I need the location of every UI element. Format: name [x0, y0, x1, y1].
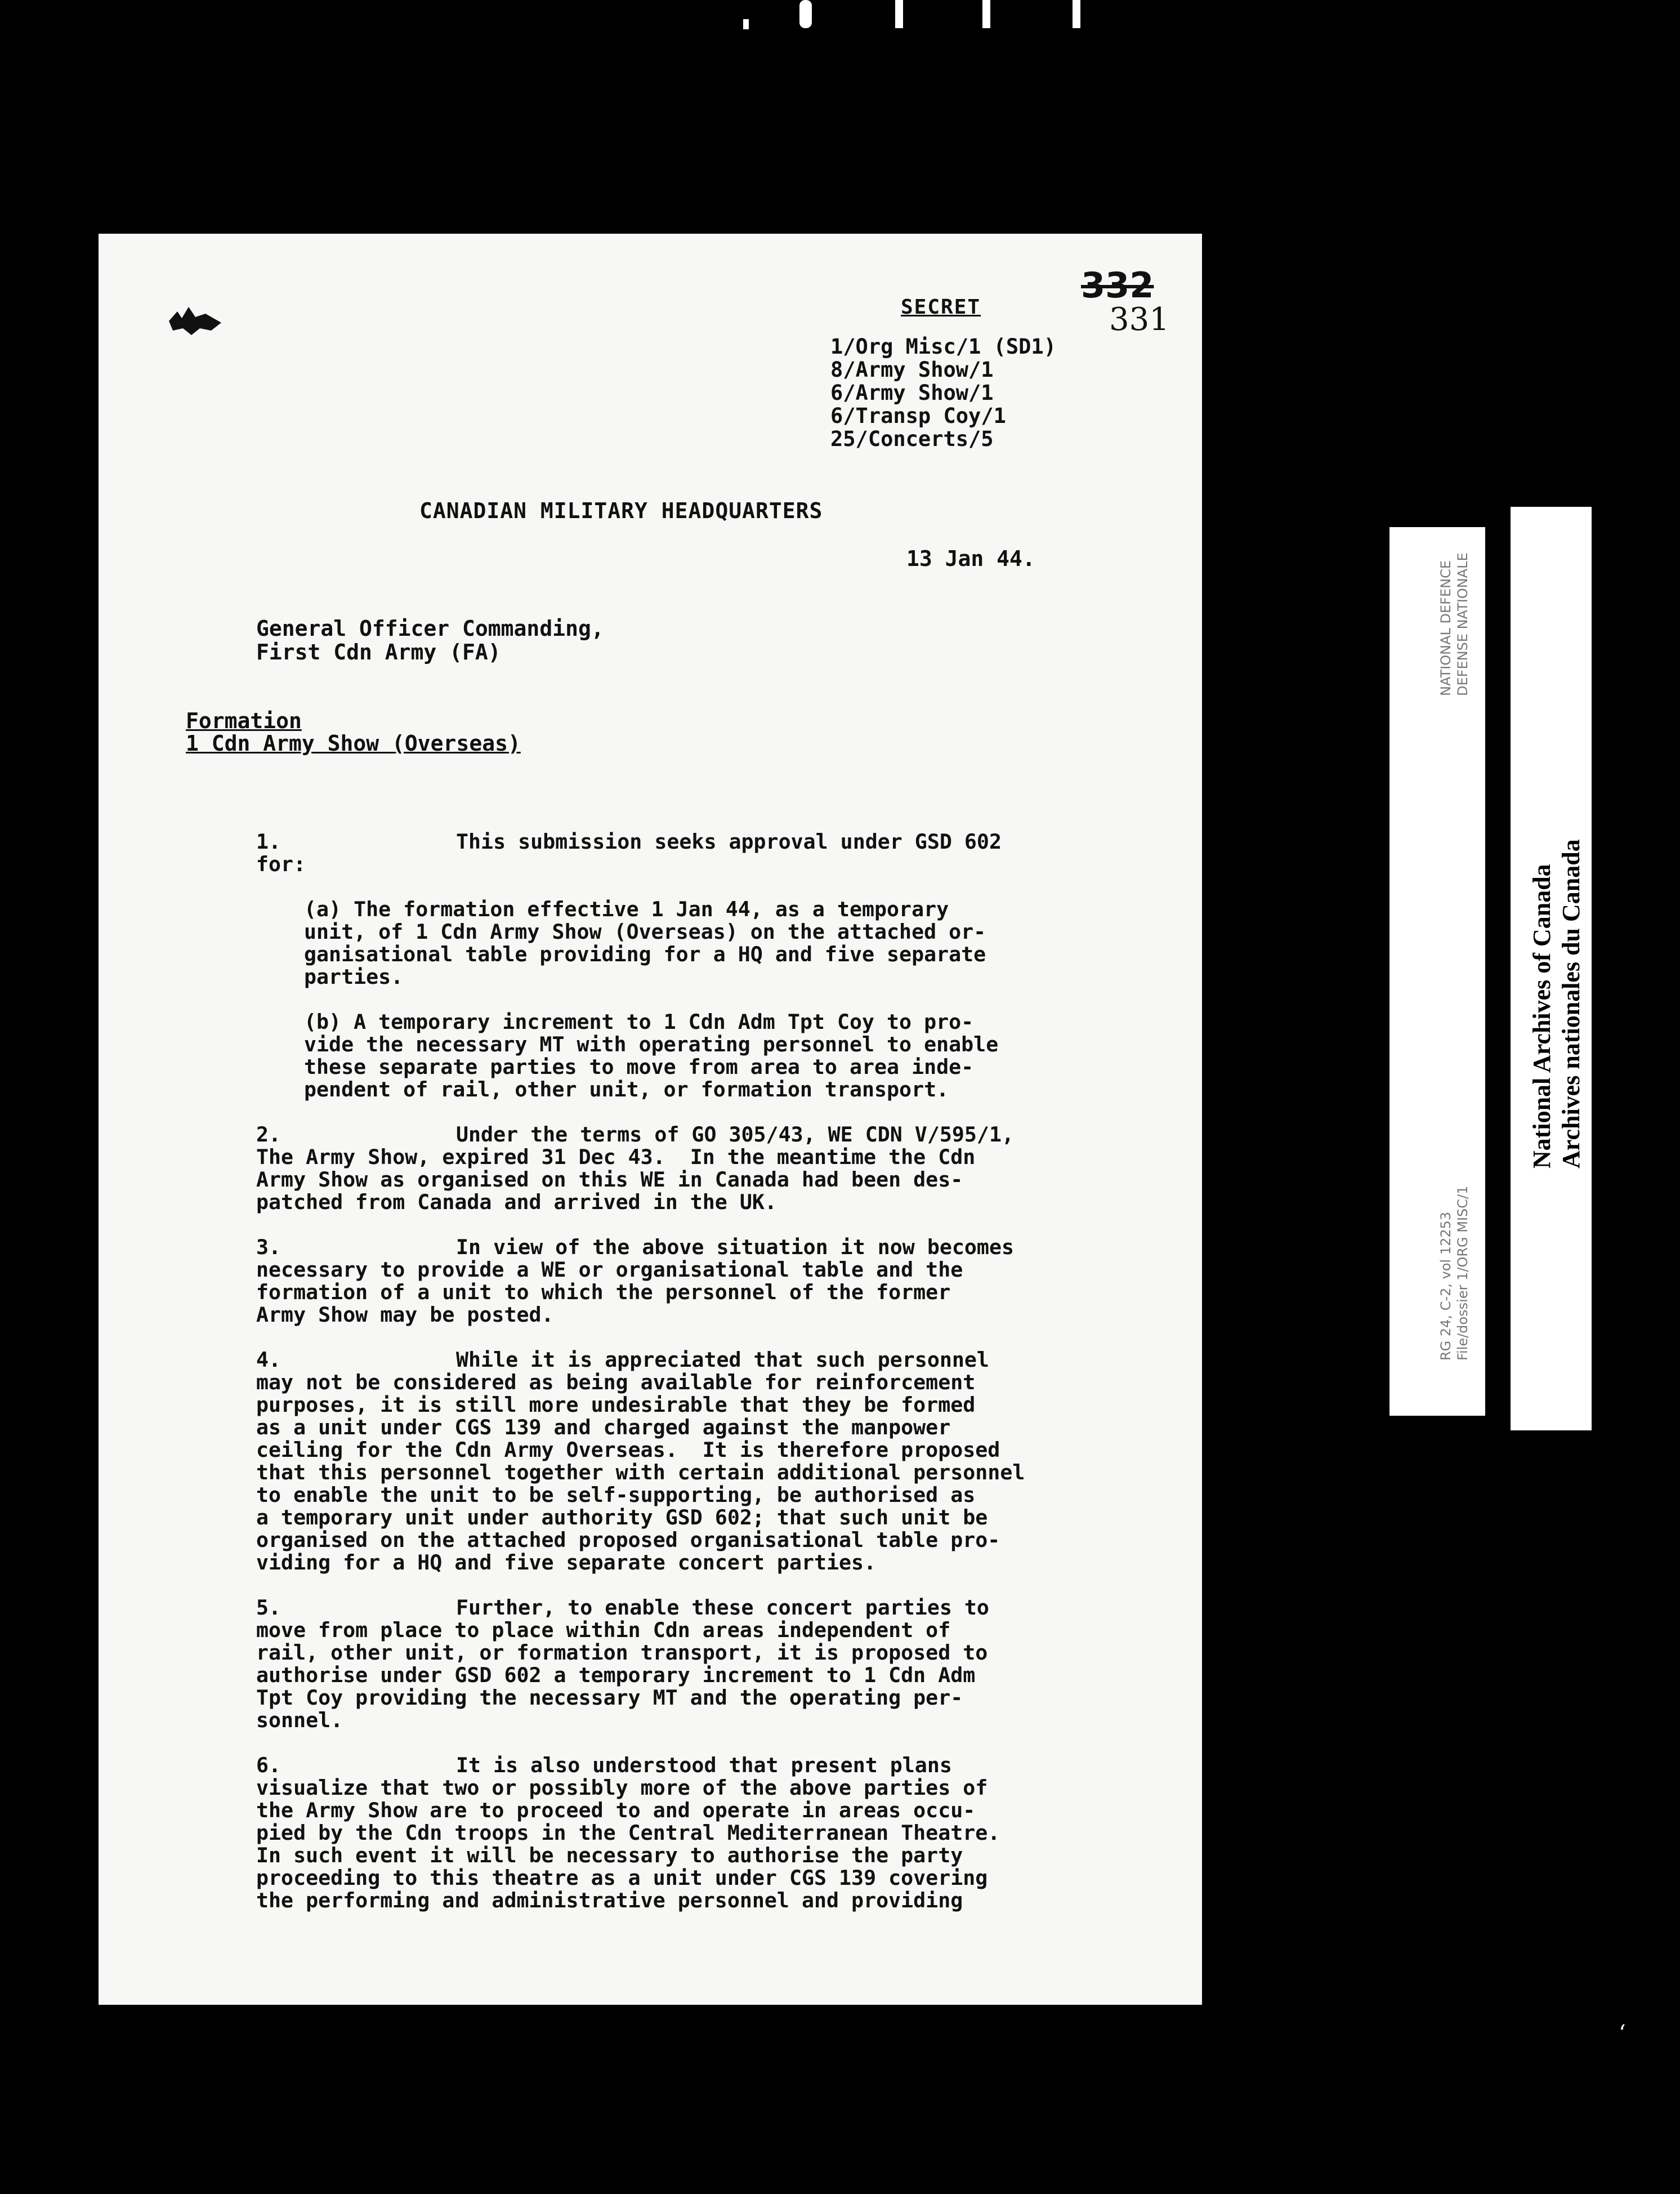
paragraph-number: 5.	[256, 1595, 282, 1620]
paragraph-line: pied by the Cdn troops in the Central Mediterranean Theatre.	[256, 1821, 1000, 1845]
paragraph-line: the Army Show are to proceed to and operate in areas occu-	[256, 1798, 976, 1822]
paragraph-line: (a) The formation effective 1 Jan 44, as a temporary	[304, 897, 949, 921]
archive-reference-line: File/dossier 1/ORG MISC/1	[1455, 1185, 1471, 1361]
paragraph-number: 4.	[256, 1348, 282, 1372]
paragraph-line: Army Show may be posted.	[256, 1303, 554, 1327]
paragraph-number: 1.	[256, 830, 282, 854]
paragraph-text: It is also understood that present plans	[456, 1753, 952, 1777]
paragraph-line: patched from Canada and arrived in the UK.	[256, 1190, 777, 1214]
paragraph-line: organised on the attached proposed organisational table pro-	[256, 1528, 1000, 1552]
file-reference: 1/Org Misc/1 (SD1)	[830, 335, 1056, 359]
folio-number: 331	[1109, 301, 1169, 338]
institution-line: National Archives of Canada	[1528, 864, 1556, 1169]
paragraph-line: to enable the unit to be self-supporting, be authorised as	[256, 1483, 976, 1507]
classification-label: SECRET	[901, 296, 981, 319]
paragraph-line: purposes, it is still more undesirable that they be formed	[256, 1393, 976, 1417]
paragraph-line: may not be considered as being available for reinforcement	[256, 1370, 976, 1394]
paragraph-line: move from place to place within Cdn areas independent of	[256, 1618, 951, 1642]
institution-text	[1527, 839, 1586, 1169]
file-reference: 8/Army Show/1	[830, 358, 994, 382]
department-line: NATIONAL DEFENCE	[1438, 560, 1454, 696]
paragraph-line: In such event it will be necessary to authorise the party	[256, 1843, 963, 1867]
paragraph-line: proceeding to this theatre as a unit under CGS 139 covering	[256, 1866, 988, 1890]
paragraph-line: necessary to provide a WE or organisational table and the	[256, 1257, 963, 1282]
addressee-line: General Officer Commanding,	[256, 616, 604, 641]
film-frame-marks	[743, 0, 1103, 34]
paragraph-line: that this personnel together with certain additional personnel	[256, 1460, 1025, 1484]
film-corner-mark: ‘	[1619, 2021, 1626, 2046]
paragraph-line: pendent of rail, other unit, or formation transport.	[304, 1077, 949, 1102]
letter-body	[256, 831, 1157, 1934]
paragraph-text: In view of the above situation it now becomes	[456, 1235, 1014, 1259]
paragraph-line: (b) A temporary increment to 1 Cdn Adm Tpt Coy to pro-	[304, 1010, 974, 1034]
addressee-block	[256, 617, 604, 664]
paragraph-line: visualize that two or possibly more of the above parties of	[256, 1776, 988, 1800]
paragraph-line: parties.	[304, 965, 404, 989]
paragraph-line	[256, 1123, 1157, 1146]
paragraph-number: 3.	[256, 1235, 282, 1259]
subject-block	[186, 710, 521, 755]
paragraph-line: for:	[256, 852, 306, 876]
numbered-paragraph	[256, 1754, 1157, 1912]
paragraph-line: viding for a HQ and five separate concert parties.	[256, 1550, 877, 1575]
file-reference: 6/Transp Coy/1	[830, 404, 1006, 428]
sub-paragraph	[304, 898, 1157, 988]
paragraph-line: unit, of 1 Cdn Army Show (Overseas) on the attached or-	[304, 920, 986, 944]
paragraph-number: 6.	[256, 1753, 282, 1777]
paragraph-line	[256, 1236, 1157, 1259]
institution-line: Archives nationales du Canada	[1557, 839, 1585, 1169]
paragraph-line: as a unit under CGS 139 and charged against the manpower	[256, 1415, 951, 1439]
department-text	[1437, 552, 1471, 696]
ink-blot-mark	[166, 301, 225, 341]
letter-date: 13 Jan 44.	[906, 546, 1035, 571]
paragraph-line: the performing and administrative personnel and providing	[256, 1888, 963, 1912]
paragraph-line	[256, 1597, 1157, 1619]
folio-number-struck: 332	[1081, 265, 1154, 306]
numbered-paragraph	[256, 1349, 1157, 1574]
paragraph-line: ceiling for the Cdn Army Overseas. It is therefore proposed	[256, 1438, 1000, 1462]
archive-reference-label	[1389, 527, 1485, 1416]
archive-reference-line: RG 24, C-2, vol 12253	[1438, 1211, 1454, 1361]
department-line: DEFENSE NATIONALE	[1455, 552, 1471, 696]
paragraph-line: a temporary unit under authority GSD 602; that such unit be	[256, 1505, 988, 1529]
paragraph-line	[256, 1754, 1157, 1777]
paragraph-line: authorise under GSD 602 a temporary increment to 1 Cdn Adm	[256, 1663, 976, 1687]
paragraph-line: sonnel.	[256, 1708, 343, 1732]
paragraph-text: Under the terms of GO 305/43, WE CDN V/595/1,	[456, 1122, 1014, 1147]
addressee-line: First Cdn Army (FA)	[256, 640, 501, 665]
subject-line: 1 Cdn Army Show (Overseas)	[186, 731, 521, 756]
letter-heading: CANADIAN MILITARY HEADQUARTERS	[419, 498, 823, 523]
paragraph-line: rail, other unit, or formation transport, it is proposed to	[256, 1640, 988, 1665]
numbered-paragraph	[256, 1236, 1157, 1326]
paragraph-text: Further, to enable these concert parties to	[456, 1595, 989, 1620]
numbered-paragraph	[256, 1597, 1157, 1732]
archive-institution-label	[1511, 507, 1592, 1430]
numbered-paragraph	[256, 1123, 1157, 1214]
paragraph-text: This submission seeks approval under GSD 602	[456, 830, 1002, 854]
paragraph-number: 2.	[256, 1122, 282, 1147]
paragraph-line: Tpt Coy providing the necessary MT and the operating per-	[256, 1685, 963, 1710]
sub-paragraph	[304, 1011, 1157, 1101]
paragraph-line: formation of a unit to which the personnel of the former	[256, 1280, 951, 1304]
paragraph-line: these separate parties to move from area to area inde-	[304, 1055, 974, 1079]
paragraph-line	[256, 1349, 1157, 1371]
archive-reference-text	[1437, 1186, 1471, 1361]
paragraph-text: While it is appreciated that such personnel	[456, 1348, 989, 1372]
file-reference: 6/Army Show/1	[830, 381, 994, 405]
paragraph-line: Army Show as organised on this WE in Canada had been des-	[256, 1167, 963, 1192]
paragraph-line: ganisational table providing for a HQ and five separate	[304, 942, 986, 966]
subject-line: Formation	[186, 708, 302, 733]
file-reference: 25/Concerts/5	[830, 427, 994, 451]
file-reference-list	[830, 335, 1056, 451]
paragraph-line	[256, 831, 1157, 853]
numbered-paragraph	[256, 831, 1157, 876]
paragraph-line: vide the necessary MT with operating personnel to enable	[304, 1032, 999, 1056]
document-page	[99, 234, 1202, 2005]
paragraph-line: The Army Show, expired 31 Dec 43. In the meantime the Cdn	[256, 1145, 976, 1169]
